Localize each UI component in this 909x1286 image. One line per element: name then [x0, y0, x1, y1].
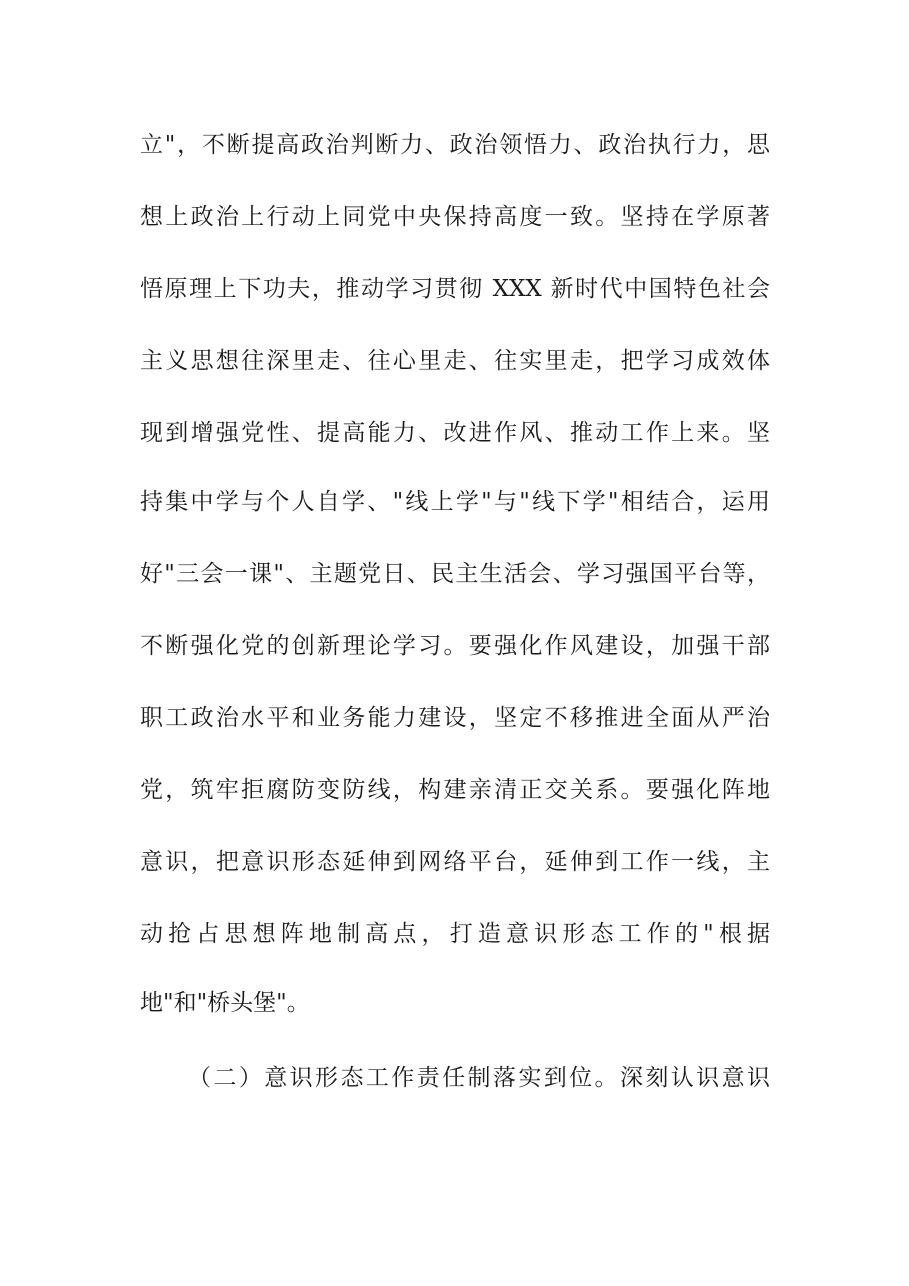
text-line: 不断强化党的创新理论学习。要强化作风建设，加强干部 [140, 633, 770, 659]
text-line: 悟原理上下功夫，推动学习贯彻 XXX 新时代中国特色社会 [140, 276, 770, 302]
text-line: 意识，把意识形态延伸到网络平台，延伸到工作一线，主 [140, 849, 770, 875]
text-line: 现到增强党性、提高能力、改进作风、推动工作上来。坚 [140, 420, 770, 446]
text-line: 立"，不断提高政治判断力、政治领悟力、政治执行力，思 [140, 132, 770, 158]
text-line: 主义思想往深里走、往心里走、往实里走，把学习成效体 [140, 348, 770, 374]
text-line: 职工政治水平和业务能力建设，坚定不移推进全面从严治 [140, 705, 770, 731]
text-line: 持集中学与个人自学、"线上学"与"线下学"相结合，运用 [140, 489, 770, 515]
text-line: 想上政治上行动上同党中央保持高度一致。坚持在学原著 [140, 204, 770, 230]
text-line: 好"三会一课"、主题党日、民主生活会、学习强国平台等， [140, 561, 770, 587]
text-line: 党，筑牢拒腐防变防线，构建亲清正交关系。要强化阵地 [140, 777, 770, 803]
text-line: 地"和"桥头堡"。 [140, 990, 310, 1016]
text-line: 动抢占思想阵地制高点，打造意识形态工作的"根据 [140, 921, 770, 947]
section-heading-line: （二）意识形态工作责任制落实到位。深刻认识意识 [188, 1065, 770, 1091]
